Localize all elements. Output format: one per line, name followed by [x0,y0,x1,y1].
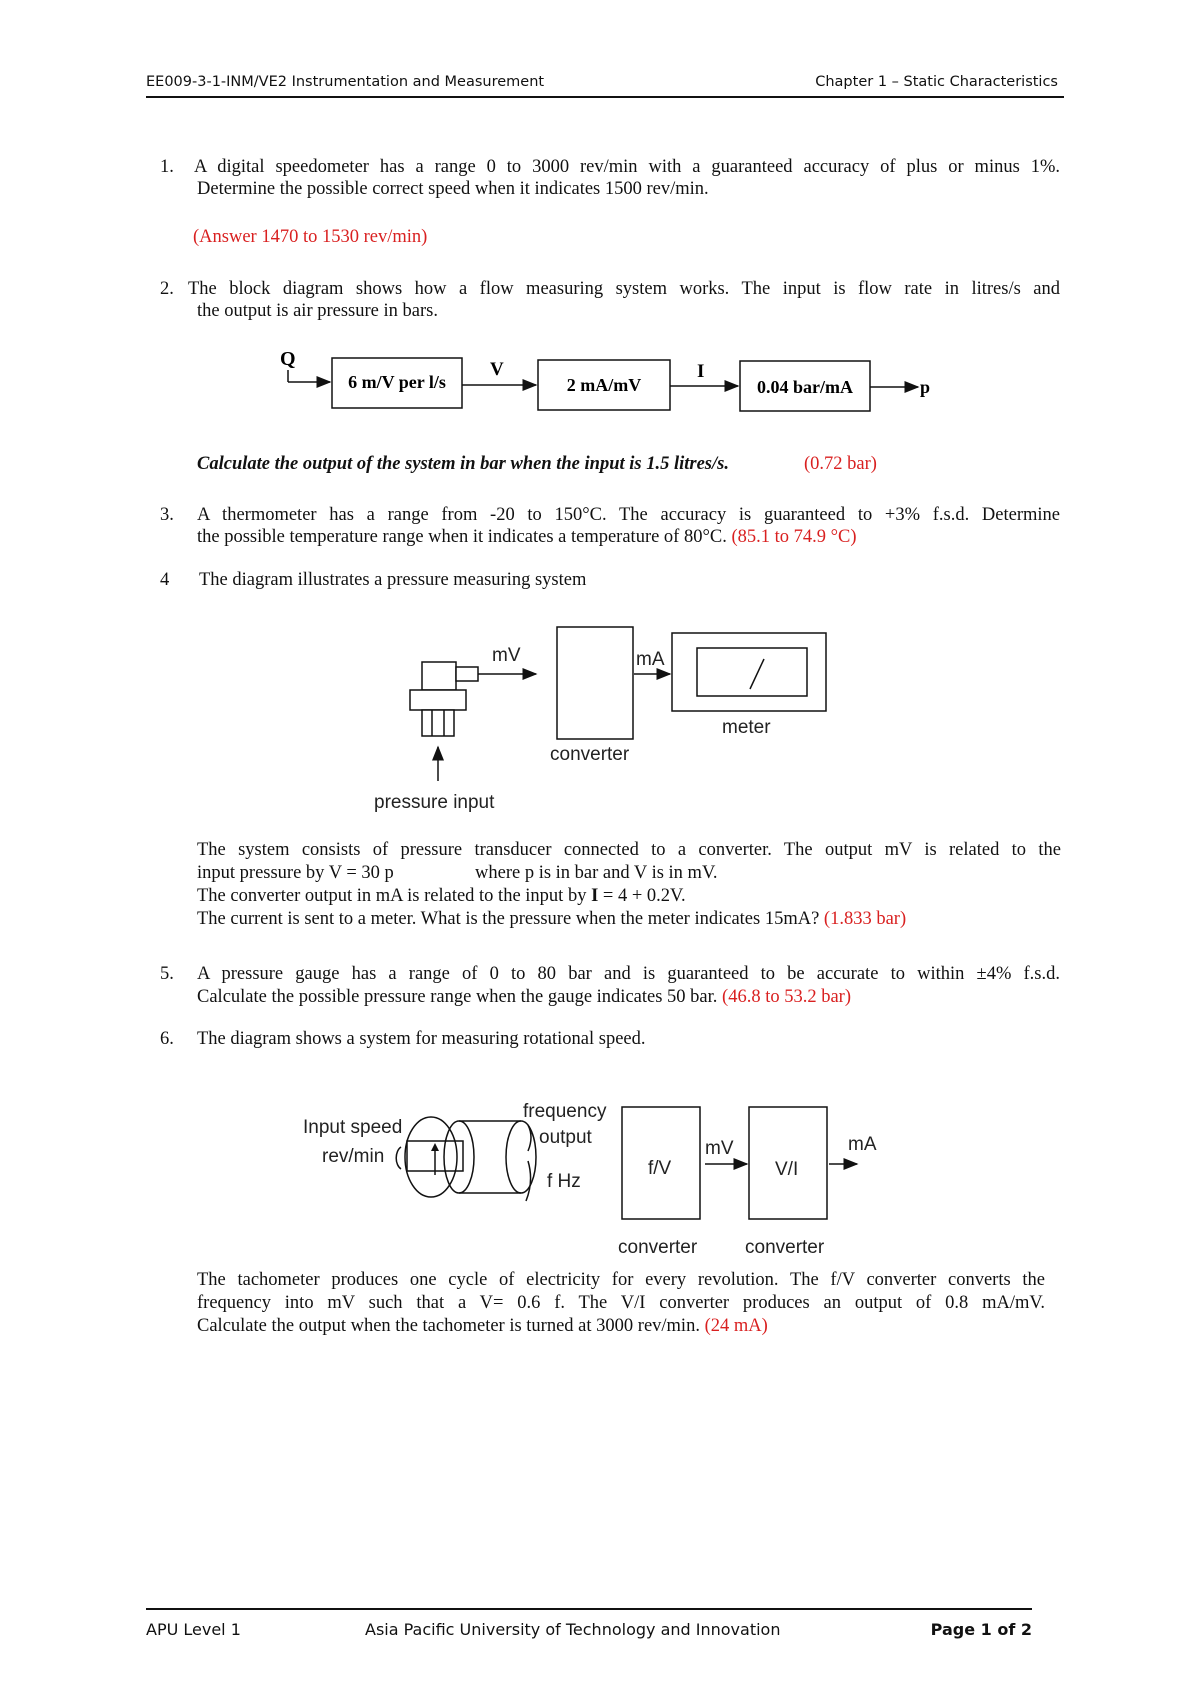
question-text-line: the output is air pressure in bars. [197,301,438,321]
page-header [146,72,1064,98]
question-text-line [197,884,686,908]
page-footer [146,1608,1032,1648]
question-text-line: where p is in bar and V is in mV. [475,863,718,883]
question-text: The converter output in mA is related to the input by [197,886,592,906]
answer: (Answer 1470 to 1530 rev/min) [193,227,428,247]
question-text-line: A thermometer has a range from -20 to 150°C. The accuracy is guaranteed to +3% f.s.d. Determine [197,505,1060,525]
question-text: Calculate the possible pressure range when the gauge indicates 50 bar. [197,987,718,1007]
header-chapter: Chapter 1 – Static Characteristics [815,74,1058,90]
answer-text: (0.72 bar) [804,454,877,474]
converter-2-label: converter [745,1237,825,1258]
answer: (1.833 bar) [823,909,907,929]
question-text-line [197,1314,768,1338]
question-number: 1. [160,157,174,177]
converter-1-label: converter [618,1237,698,1258]
answer: (46.8 to 53.2 bar) [722,987,851,1007]
input-label: Q [280,348,296,370]
rotation-arrow-icon [431,1143,439,1151]
footer-level: APU Level 1 [146,1620,241,1639]
question-text-line: A pressure gauge has a range of 0 to 80 bar and is guaranteed to be accurate to within ±4% f.s.d. [197,964,1060,984]
converter-label: converter [550,744,630,765]
pressure-system-diagram [340,605,860,825]
question-text-line: The block diagram shows how a flow measuring system works. The input is flow rate in litres/s and [188,279,1060,299]
question-text-line [197,525,857,549]
question-number: 6. [160,1029,174,1049]
block-3-label: 0.04 bar/mA [757,377,853,397]
question-number: 3. [160,505,174,525]
question-number: 5. [160,964,174,984]
question-text-line [197,985,851,1009]
question-text-line: The system consists of pressure transducer connected to a converter. The output mV is related to the [197,840,1061,860]
block-2-label: 2 mA/mV [566,375,642,395]
question-text-line: The diagram shows a system for measuring rotational speed. [197,1029,646,1049]
answer [804,452,877,476]
tachometer-system-diagram [295,1085,895,1265]
signal-i-label: I [697,361,705,382]
current-symbol: I [591,886,599,906]
question-text-line: input pressure by V = 30 p [197,863,394,883]
question-text-line: Calculate the output of the system in bar when the input is 1.5 litres/s. [197,454,729,474]
question-text-line: A digital speedometer has a range 0 to 3000 rev/min with a guaranteed accuracy of plus or minus 1%. [194,157,1060,177]
output-label: output [539,1127,592,1148]
fv-label: f/V [648,1158,672,1179]
question-text: = 4 + 0.2V. [598,886,686,906]
answer: (24 mA) [704,1316,768,1336]
question-text: Calculate the output when the tachometer is turned at 3000 rev/min. [197,1316,700,1336]
frequency-label: frequency [523,1101,607,1122]
question-text-line: Determine the possible correct speed when it indicates 1500 rev/min. [197,179,709,199]
ma-label: mA [848,1134,877,1155]
flow-block-diagram [260,330,960,450]
question-text: the possible temperature range when it indicates a temperature of 80°C. [197,527,727,547]
vi-label: V/I [775,1159,799,1180]
question-text: The current is sent to a meter. What is the pressure when the meter indicates 15mA? [197,909,820,929]
signal-ma-label: mA [636,649,665,670]
input-speed-label: Input speed [303,1117,403,1138]
output-label: p [920,377,931,397]
page-number: Page 1 of 2 [930,1620,1032,1639]
question-number: 4 [160,570,170,590]
tachometer-icon [396,1117,536,1197]
header-course: EE009-3-1-INM/VE2 Instrumentation and Measurement [146,74,545,90]
block-1-label: 6 m/V per l/s [348,372,446,392]
answer: (85.1 to 74.9 °C) [731,527,857,547]
question-number: 2. [160,279,174,299]
signal-v-label: V [490,359,504,380]
pressure-transducer-icon [410,662,478,736]
question-text-line: The tachometer produces one cycle of electricity for every revolution. The f/V converter converts the [197,1270,1045,1290]
signal-mv-label: mV [492,645,521,666]
meter-label: meter [722,717,771,738]
fhz-label: f Hz [547,1171,581,1192]
question-text-line: frequency into mV such that a V= 0.6 f. The V/I converter produces an output of 0.8 mA/mV. [197,1293,1045,1313]
question-text-line [197,907,906,931]
footer-university: Asia Pacific University of Technology and Innovation [365,1620,781,1639]
mv-label: mV [705,1138,734,1159]
input-speed-unit: rev/min [322,1146,385,1167]
question-text-line: The diagram illustrates a pressure measuring system [199,570,587,590]
pressure-input-label: pressure input [374,792,495,813]
meter-dial [697,648,807,696]
converter-box [557,627,633,739]
